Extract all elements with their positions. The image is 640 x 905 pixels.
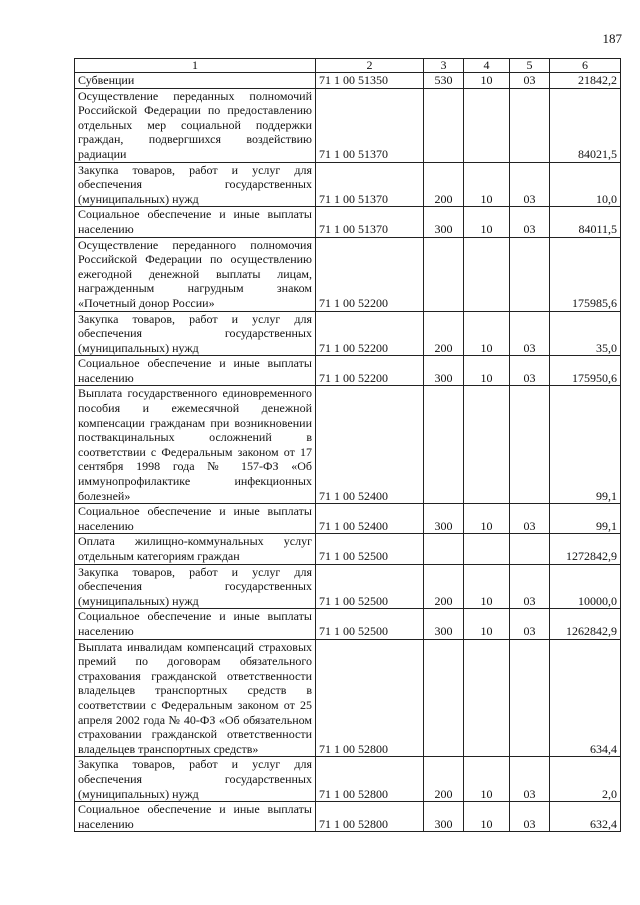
table-row [75, 534, 621, 564]
row-amount: 632,4 [550, 802, 621, 832]
row-expense-type: 530 [424, 73, 464, 89]
row-expense-type: 200 [424, 564, 464, 609]
row-section: 10 [464, 609, 510, 639]
row-code: 71 1 00 52400 [316, 386, 424, 504]
row-code: 71 1 00 52800 [316, 802, 424, 832]
row-code: 71 1 00 52500 [316, 534, 424, 564]
column-header: 2 [316, 59, 424, 73]
row-code: 71 1 00 52200 [316, 356, 424, 386]
row-description: Закупка товаров, работ и услуг для обеспечения государственных (муниципальных) нужд [75, 757, 316, 802]
row-subsection: 03 [510, 564, 550, 609]
row-expense-type [424, 386, 464, 504]
row-code: 71 1 00 51370 [316, 88, 424, 162]
row-subsection: 03 [510, 609, 550, 639]
row-description: Социальное обеспечение и иные выплаты населению [75, 504, 316, 534]
row-amount: 84021,5 [550, 88, 621, 162]
row-description: Субвенции [75, 73, 316, 89]
row-subsection [510, 237, 550, 311]
row-amount: 10000,0 [550, 564, 621, 609]
row-section: 10 [464, 802, 510, 832]
row-expense-type: 200 [424, 757, 464, 802]
table-row [75, 73, 621, 89]
row-section [464, 88, 510, 162]
row-amount: 21842,2 [550, 73, 621, 89]
row-description: Закупка товаров, работ и услуг для обеспечения государственных (муниципальных) нужд [75, 311, 316, 356]
row-code: 71 1 00 52500 [316, 609, 424, 639]
row-amount: 99,1 [550, 504, 621, 534]
table-row [75, 609, 621, 639]
row-expense-type: 300 [424, 504, 464, 534]
row-section: 10 [464, 162, 510, 207]
table-row [75, 162, 621, 207]
row-section: 10 [464, 757, 510, 802]
row-expense-type: 200 [424, 162, 464, 207]
row-subsection: 03 [510, 757, 550, 802]
row-amount: 1262842,9 [550, 609, 621, 639]
row-subsection [510, 88, 550, 162]
row-section [464, 237, 510, 311]
row-amount: 84011,5 [550, 207, 621, 237]
row-code: 71 1 00 51350 [316, 73, 424, 89]
row-code: 71 1 00 52800 [316, 757, 424, 802]
row-code: 71 1 00 52200 [316, 311, 424, 356]
row-amount: 1272842,9 [550, 534, 621, 564]
row-code: 71 1 00 52400 [316, 504, 424, 534]
column-header: 4 [464, 59, 510, 73]
row-expense-type [424, 88, 464, 162]
row-code: 71 1 00 51370 [316, 207, 424, 237]
row-description: Социальное обеспечение и иные выплаты населению [75, 207, 316, 237]
row-amount: 175950,6 [550, 356, 621, 386]
row-expense-type [424, 639, 464, 757]
row-code: 71 1 00 52200 [316, 237, 424, 311]
row-description: Выплата государственного единовременного пособия и ежемесячной денежной компенсации гражданам при возникновении поствакцинальных осложнений в соответствии с Федеральным законом от 17 сентября 1998 года № 157-ФЗ «Об иммунопрофилактике инфекционных болезней» [75, 386, 316, 504]
table-row [75, 639, 621, 757]
row-section: 10 [464, 311, 510, 356]
row-expense-type: 200 [424, 311, 464, 356]
row-description: Выплата инвалидам компенсаций страховых премий по договорам обязательного страхования гражданской ответственности владельцев транспортных средств в соответствии с Федеральным законом от 25 апреля 2002 года № 40-ФЗ «Об обязательном страховании гражданской ответственности владельцев транспортных средств» [75, 639, 316, 757]
row-description: Социальное обеспечение и иные выплаты населению [75, 356, 316, 386]
budget-table [74, 58, 621, 832]
row-description: Социальное обеспечение и иные выплаты населению [75, 609, 316, 639]
row-section [464, 639, 510, 757]
row-description: Осуществление переданных полномочий Российской Федерации по предоставлению отдельных мер социальной поддержки граждан, подвергшихся воздействию радиации [75, 88, 316, 162]
row-subsection: 03 [510, 356, 550, 386]
row-amount: 634,4 [550, 639, 621, 757]
row-expense-type: 300 [424, 207, 464, 237]
row-section: 10 [464, 504, 510, 534]
row-expense-type: 300 [424, 609, 464, 639]
row-subsection [510, 534, 550, 564]
row-section: 10 [464, 356, 510, 386]
row-section [464, 386, 510, 504]
table-row [75, 504, 621, 534]
table-row [75, 564, 621, 609]
table-row [75, 802, 621, 832]
table-row [75, 237, 621, 311]
column-header: 3 [424, 59, 464, 73]
page-number: 187 [602, 31, 622, 46]
table-row [75, 207, 621, 237]
row-amount: 175985,6 [550, 237, 621, 311]
row-subsection: 03 [510, 207, 550, 237]
row-code: 71 1 00 52800 [316, 639, 424, 757]
row-section: 10 [464, 207, 510, 237]
row-description: Социальное обеспечение и иные выплаты населению [75, 802, 316, 832]
row-subsection: 03 [510, 162, 550, 207]
row-section [464, 534, 510, 564]
row-amount: 35,0 [550, 311, 621, 356]
row-expense-type [424, 534, 464, 564]
row-expense-type: 300 [424, 802, 464, 832]
table-row [75, 88, 621, 162]
row-expense-type [424, 237, 464, 311]
row-subsection: 03 [510, 73, 550, 89]
row-code: 71 1 00 51370 [316, 162, 424, 207]
row-amount: 10,0 [550, 162, 621, 207]
row-subsection [510, 639, 550, 757]
row-code: 71 1 00 52500 [316, 564, 424, 609]
row-subsection [510, 386, 550, 504]
row-description: Закупка товаров, работ и услуг для обеспечения государственных (муниципальных) нужд [75, 162, 316, 207]
table-row [75, 356, 621, 386]
row-description: Закупка товаров, работ и услуг для обеспечения государственных (муниципальных) нужд [75, 564, 316, 609]
table-row [75, 757, 621, 802]
row-description: Осуществление переданного полномочия Российской Федерации по осуществлению ежегодной денежной выплаты лицам, награжденным нагрудным знаком «Почетный донор России» [75, 237, 316, 311]
row-subsection: 03 [510, 802, 550, 832]
row-subsection: 03 [510, 504, 550, 534]
column-header: 1 [75, 59, 316, 73]
column-header: 6 [550, 59, 621, 73]
row-section: 10 [464, 73, 510, 89]
row-description: Оплата жилищно-коммунальных услуг отдельным категориям граждан [75, 534, 316, 564]
row-amount: 2,0 [550, 757, 621, 802]
table-row [75, 311, 621, 356]
column-header: 5 [510, 59, 550, 73]
row-subsection: 03 [510, 311, 550, 356]
row-expense-type: 300 [424, 356, 464, 386]
row-amount: 99,1 [550, 386, 621, 504]
header-row [75, 59, 621, 73]
table-row [75, 386, 621, 504]
table-body [75, 73, 621, 832]
row-section: 10 [464, 564, 510, 609]
